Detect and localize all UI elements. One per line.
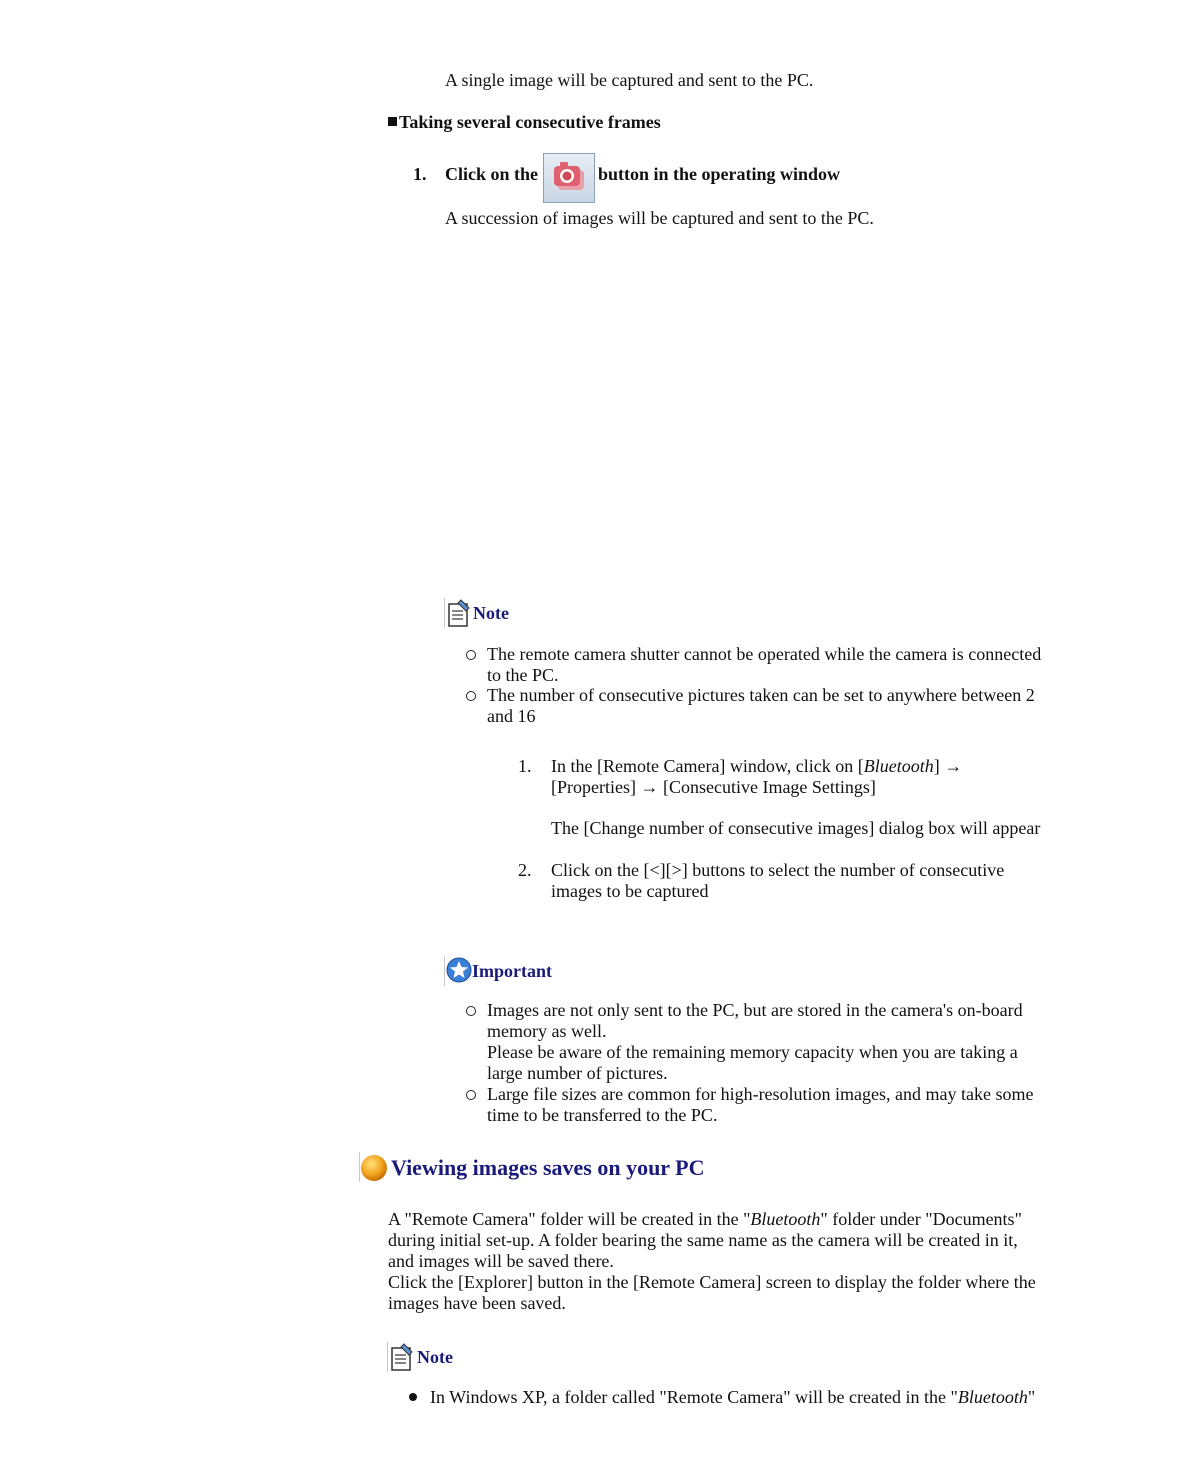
note2-heading: Note <box>417 1347 453 1367</box>
important-item-2-line-2: time to be transferred to the PC. <box>487 1105 718 1125</box>
circle-bullet-icon <box>466 1006 476 1016</box>
note2-item-bluetooth: Bluetooth <box>957 1387 1028 1407</box>
important-item-1-line-1: Images are not only sent to the PC, but are stored in the camera's on-board <box>487 1000 1023 1020</box>
substep-1-bluetooth: Bluetooth <box>863 756 934 776</box>
note2-item-b: " <box>1027 1387 1036 1407</box>
note2-divider <box>387 1342 388 1372</box>
consecutive-shot-button[interactable] <box>543 153 595 203</box>
important-item-1-line-3: Please be aware of the remaining memory capacity when you are taking a <box>487 1042 1018 1062</box>
circle-bullet-icon <box>466 650 476 660</box>
note-item-2-line-2: and 16 <box>487 706 536 726</box>
viewing-heading: Viewing images saves on your PC <box>391 1155 705 1180</box>
note-item-1-line-1: The remote camera shutter cannot be operated while the camera is connected <box>487 644 1042 664</box>
note-divider <box>444 598 445 628</box>
step-result: A succession of images will be captured and sent to the PC. <box>445 208 874 228</box>
important-star-icon <box>446 957 472 983</box>
orange-orb-icon <box>359 1153 389 1183</box>
note2-item-a: In Windows XP, a folder called "Remote Camera" will be created in the " <box>430 1387 958 1407</box>
section-title-text: Taking several consecutive frames <box>399 112 661 132</box>
note-pencil-icon <box>389 1342 415 1372</box>
viewing-para-line-1 <box>388 1209 1022 1230</box>
viewing-p1-b: " folder under "Documents" <box>820 1209 1022 1229</box>
important-item-1-line-2: memory as well. <box>487 1021 607 1041</box>
note-item-2-line-1: The number of consecutive pictures taken can be set to anywhere between 2 <box>487 685 1035 705</box>
important-heading: Important <box>472 961 552 981</box>
viewing-para-line-5: images have been saved. <box>388 1293 566 1313</box>
consecutive-camera-icon <box>544 154 594 202</box>
filled-bullet-icon <box>409 1393 417 1401</box>
viewing-para-line-4: Click the [Explorer] button in the [Remote Camera] screen to display the folder where the <box>388 1272 1036 1292</box>
note2-item <box>430 1387 1035 1408</box>
substep-2-line-1: Click on the [<][>] buttons to select the number of consecutive <box>551 860 1005 880</box>
substep-1-line-1 <box>551 756 962 777</box>
substep-2-line-2: images to be captured <box>551 881 709 901</box>
viewing-para-line-3: and images will be saved there. <box>388 1251 614 1271</box>
section-title <box>388 112 661 133</box>
important-item-2-line-1: Large file sizes are common for high-resolution images, and may take some <box>487 1084 1034 1104</box>
step-text-after: button in the operating window <box>598 164 841 184</box>
substep-2-number: 2. <box>518 860 532 880</box>
note-pencil-icon <box>446 598 472 628</box>
substep-1-text-b: ] → <box>933 756 963 776</box>
substep-1-number: 1. <box>518 756 532 776</box>
substep-1-text-a: In the [Remote Camera] window, click on [ <box>551 756 864 776</box>
step-text-before: Click on the <box>445 164 539 184</box>
substep-1-line-2: [Properties] → [Consecutive Image Settings] <box>551 777 876 797</box>
important-divider <box>444 956 445 986</box>
note-item-1-line-2: to the PC. <box>487 665 559 685</box>
viewing-para-line-2: during initial set-up. A folder bearing the same name as the camera will be created in it, <box>388 1230 1018 1250</box>
square-bullet-icon <box>388 117 397 126</box>
intro-line: A single image will be captured and sent to the PC. <box>445 70 814 90</box>
viewing-p1-a: A "Remote Camera" folder will be created in the " <box>388 1209 751 1229</box>
circle-bullet-icon <box>466 1090 476 1100</box>
step-number: 1. <box>413 164 427 184</box>
substep-1-result: The [Change number of consecutive images] dialog box will appear <box>551 818 1041 838</box>
viewing-p1-bluetooth: Bluetooth <box>750 1209 821 1229</box>
important-item-1-line-4: large number of pictures. <box>487 1063 668 1083</box>
circle-bullet-icon <box>466 691 476 701</box>
note-heading: Note <box>473 603 509 623</box>
